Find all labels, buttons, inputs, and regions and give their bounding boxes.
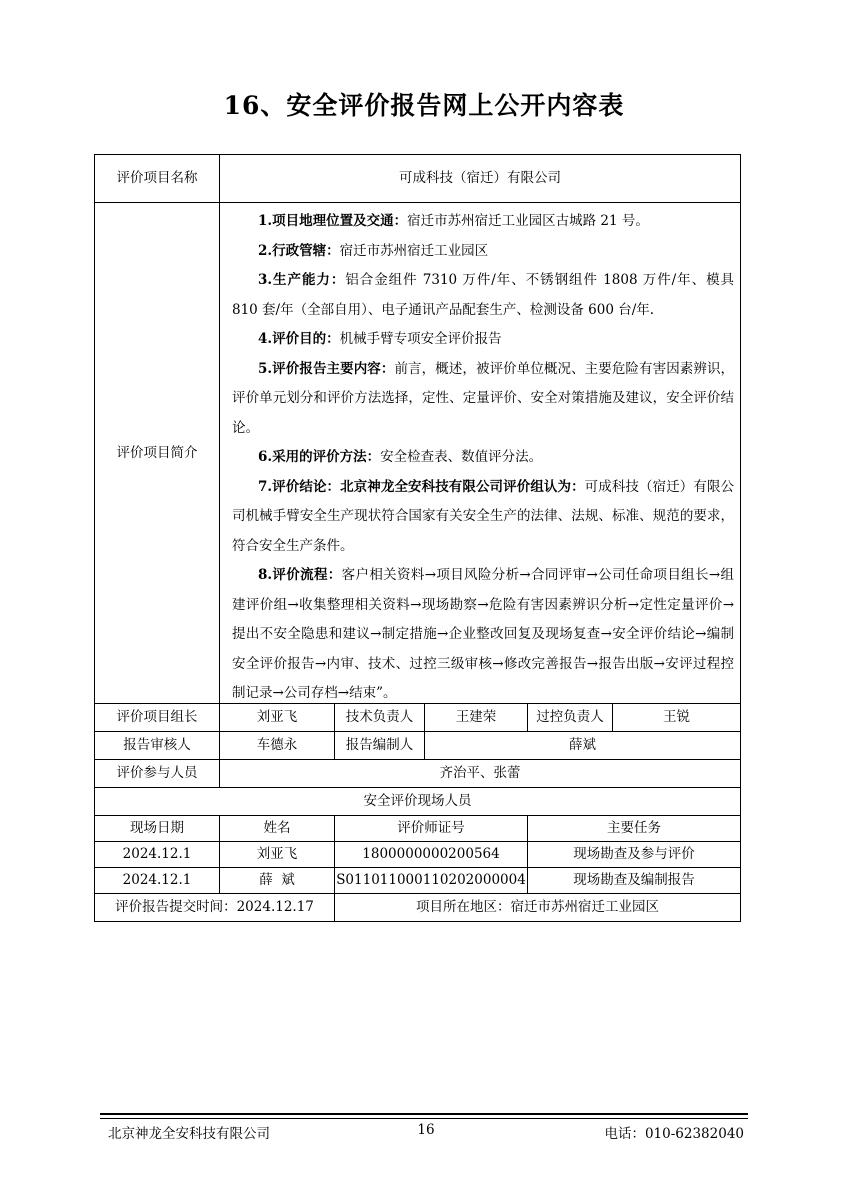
- onsite-task: 现场勘查及参与评价: [528, 842, 741, 868]
- reviewer-label: 报告审核人: [95, 732, 220, 760]
- table-row: [95, 842, 741, 868]
- footer-page-number: 16: [417, 1122, 435, 1138]
- footer-company: 北京神龙全安科技有限公司: [108, 1126, 270, 1142]
- intro-item-4: 4.评价目的：机械手臂专项安全评价报告: [258, 331, 502, 347]
- onsite-date: 2024.12.1: [95, 868, 220, 894]
- project-location: 项目所在地区：宿迁市苏州宿迁工业园区: [335, 894, 741, 922]
- footer-divider-thick: [100, 1113, 748, 1115]
- tech-lead-value: 王建荣: [425, 704, 528, 732]
- onsite-col-date: 现场日期: [95, 816, 220, 842]
- leader-label: 评价项目组长: [95, 704, 220, 732]
- onsite-name: 薛 斌: [220, 868, 335, 894]
- intro-item-5: 5.评价报告主要内容：前言，概述，被评价单位概况、主要危险有害因素辨识，评价单元划分和评价方法选择，定性、定量评价、安全对策措施及建议，安全评价结论。: [232, 360, 735, 436]
- intro-item-3: 3.生产能力：铝合金组件 7310 万件/年、不锈钢组件 1808 万件/年、模具 810 套/年（全部自用）、电子通讯产品配套生产、检测设备 600 台/年.: [232, 272, 735, 318]
- report-table: [94, 154, 741, 922]
- intro-item-6: 6.采用的评价方法：安全检查表、数值评分法。: [258, 449, 543, 465]
- onsite-cert: S011011000110202000004: [335, 868, 528, 894]
- footer-phone: 电话：010-62382040: [604, 1126, 744, 1142]
- intro-item-7: 7.评价结论：北京神龙全安科技有限公司评价组认为：可成科技（宿迁）有限公司机械手臂安全生产现状符合国家有关安全生产的法律、法规、标准、规范的要求，符合安全生产条件。: [232, 478, 735, 554]
- intro-item-2: 2.行政管辖：宿迁市苏州宿迁工业园区: [258, 242, 489, 259]
- editor-label: 报告编制人: [335, 732, 425, 760]
- process-lead-value: 王锐: [613, 704, 741, 732]
- onsite-name: 刘亚飞: [220, 842, 335, 868]
- onsite-col-task: 主要任务: [528, 816, 741, 842]
- onsite-task: 现场勘查及编制报告: [528, 868, 741, 894]
- footer-divider-thin: [100, 1118, 748, 1119]
- leader-value: 刘亚飞: [220, 704, 335, 732]
- tech-lead-label: 技术负责人: [335, 704, 425, 732]
- project-intro-cell: [220, 203, 741, 704]
- intro-item-1: 1.项目地理位置及交通：宿迁市苏州宿迁工业园区古城路 21 号。: [258, 213, 649, 229]
- onsite-header: 安全评价现场人员: [95, 788, 741, 816]
- process-lead-label: 过控负责人: [528, 704, 613, 732]
- page-title: 16、安全评价报告网上公开内容表: [223, 91, 625, 120]
- participants-label: 评价参与人员: [95, 760, 220, 788]
- project-intro-label: 评价项目简介: [95, 203, 220, 704]
- onsite-cert: 1800000000200564: [335, 842, 528, 868]
- onsite-date: 2024.12.1: [95, 842, 220, 868]
- table-row: [95, 868, 741, 894]
- project-name-value: 可成科技（宿迁）有限公司: [220, 155, 741, 203]
- project-name-label: 评价项目名称: [95, 155, 220, 203]
- onsite-col-name: 姓名: [220, 816, 335, 842]
- submit-time: 评价报告提交时间：2024.12.17: [95, 894, 335, 922]
- onsite-col-cert: 评价师证号: [335, 816, 528, 842]
- participants-value: 齐治平、张蕾: [220, 760, 741, 788]
- editor-value: 薛斌: [425, 732, 741, 760]
- intro-item-8: 8.评价流程：客户相关资料→项目风险分析→合同评审→公司任命项目组长→组建评价组→收集整理相关资料→现场勘察→危险有害因素辨识分析→定性定量评价→提出不安全隐患和建议→制定措施→企业整改回复及现场复查→安全评价结论→编制安全评价报告→内审、技术、过控三级审核→修改完善报告→报告出版→安评过程控制记录→公司存档→结束”。: [232, 567, 735, 701]
- reviewer-value: 车德永: [220, 732, 335, 760]
